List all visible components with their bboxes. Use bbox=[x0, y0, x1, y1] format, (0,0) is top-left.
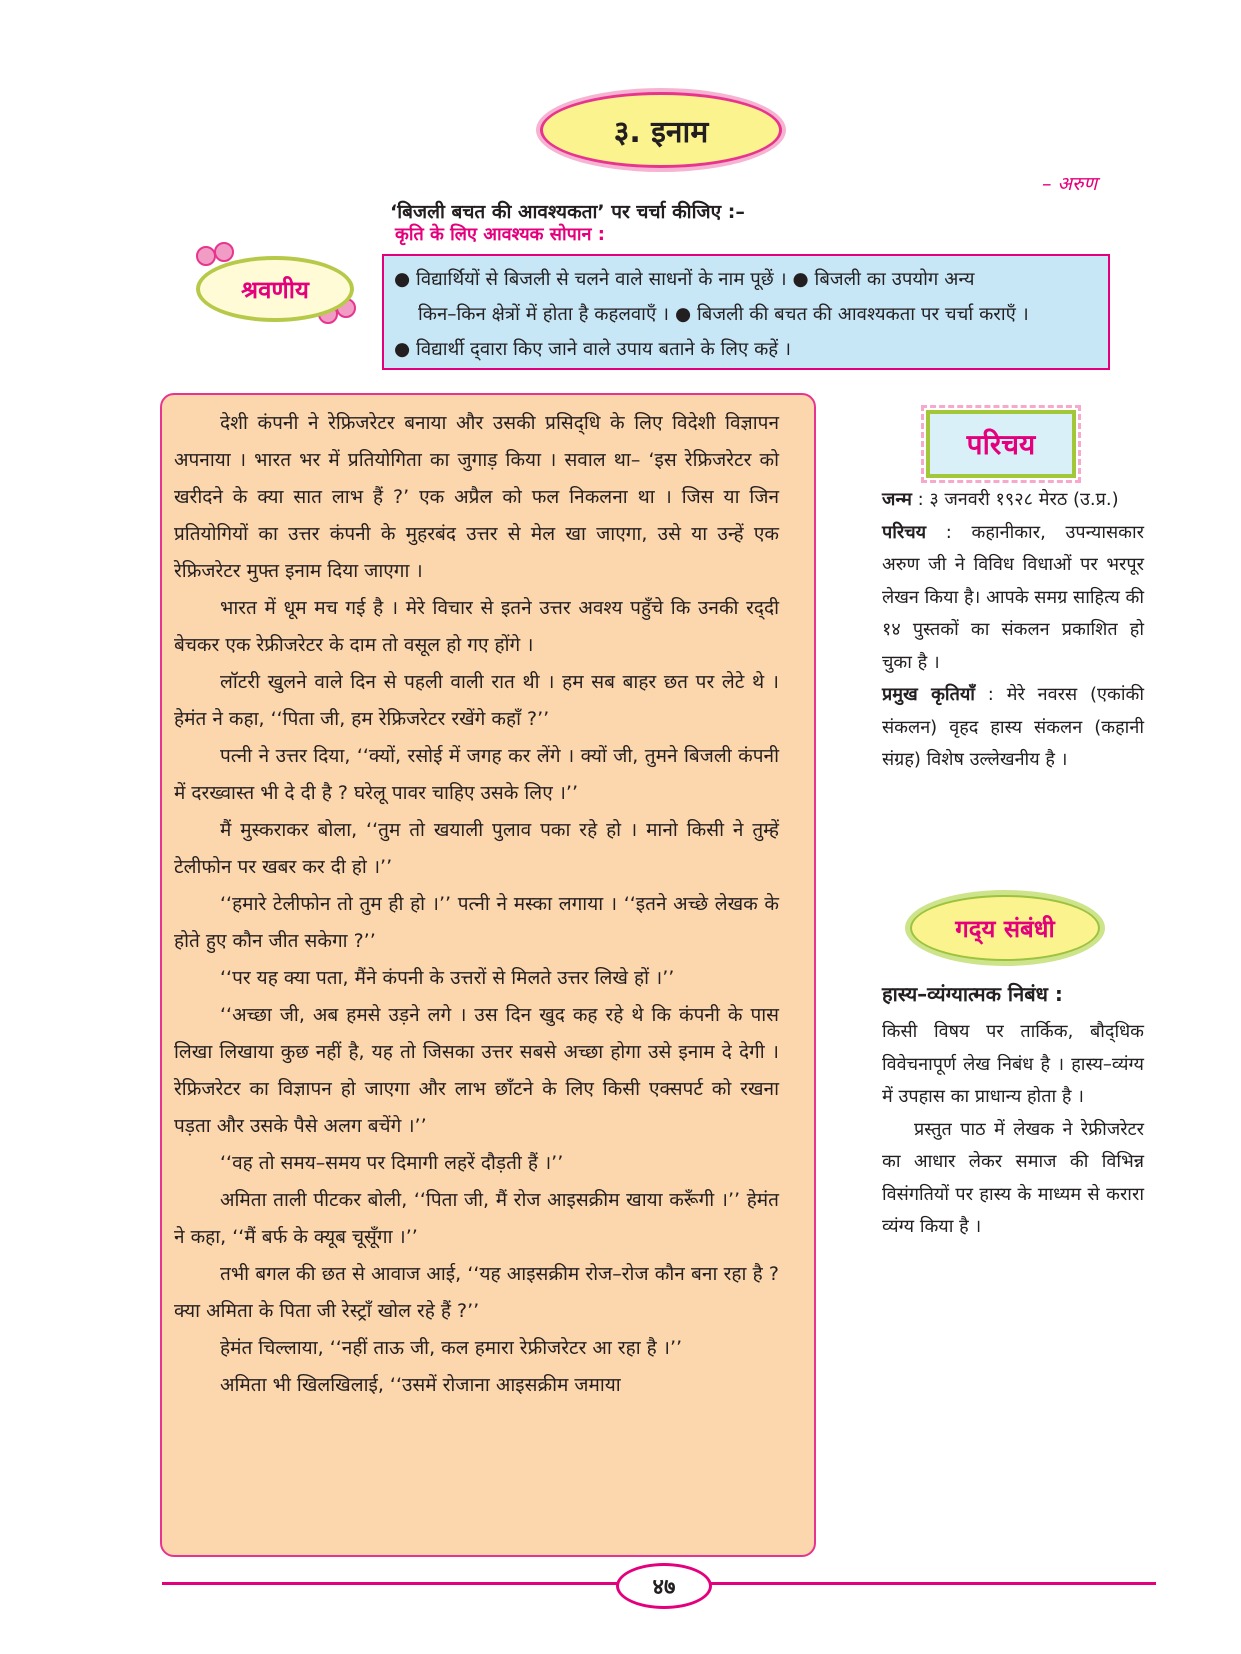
step-line: किन–किन क्षेत्रों में होता है कहलवाएँ । ● बिजली की बचत की आवश्यकता पर चर्चा कराएँ । bbox=[418, 304, 1029, 325]
story-paragraph: ‘‘वह तो समय–समय पर दिमागी लहरें दौड़ती हैं ।’’ bbox=[220, 1152, 564, 1174]
essay-note: प्रस्तुत पाठ में लेखक ने रेफ्रीजरेटर का आधार लेकर समाज की विभिन्न विसंगतियों पर हास्य के माध्यम से करारा व्यंग्य किया है । bbox=[882, 1118, 1144, 1237]
story-paragraph: पत्नी ने उत्तर दिया, ‘‘क्यों, रसोई में जगह कर लेंगे । क्यों जी, तुमने बिजली कंपनी में दरख्वास्त भी दे दी है ? घरेलू पावर चाहिए उसके लिए ।’’ bbox=[174, 745, 779, 804]
intro-text: : कहानीकार, उपन्यासकार अरुण जी ने विविध विधाओं पर भरपूर लेखन किया है। आपके समग्र साहित्य की १४ पुस्तकों का संकलन प्रकाशित हो चुका है । bbox=[882, 521, 1144, 673]
birth-text: : ३ जनवरी १९२८ मेरठ (उ.प्र.) bbox=[911, 489, 1119, 510]
birth-label: जन्म bbox=[882, 489, 912, 510]
story-paragraph: अमिता ताली पीटकर बोली, ‘‘पिता जी, मैं रोज आइसक्रीम खाया करूँगी ।’’ हेमंत ने कहा, ‘‘मैं बर्फ के क्यूब चूसूँगा ।’’ bbox=[174, 1189, 779, 1248]
essay-heading: हास्य–व्यंग्यात्मक निबंध : bbox=[882, 982, 1063, 1006]
story-paragraph: तभी बगल की छत से आवाज आई, ‘‘यह आइसक्रीम रोज–रोज कौन बना रहा है ? क्या अमिता के पिता जी रेस्ट्राँ खोल रहे हैं ?’’ bbox=[174, 1263, 779, 1322]
story-paragraph: हेमंत चिल्लाया, ‘‘नहीं ताऊ जी, कल हमारा रेफ्रीजरेटर आ रहा है ।’’ bbox=[220, 1337, 683, 1359]
chapter-title: ३. इनाम bbox=[540, 92, 782, 168]
discussion-prompt: ‘बिजली बचत की आवश्यकता’ पर चर्चा कीजिए :– bbox=[390, 201, 745, 223]
story-paragraph: ‘‘पर यह क्या पता, मैंने कंपनी के उत्तरों से मिलते उत्तर लिखे हों ।’’ bbox=[220, 967, 675, 989]
essay-notes bbox=[882, 1016, 1144, 1244]
works-label: प्रमुख कृतियाँ bbox=[882, 684, 975, 705]
page-number: ४७ bbox=[616, 1563, 712, 1609]
story-panel bbox=[160, 393, 816, 1557]
story-paragraph: ‘‘अच्छा जी, अब हमसे उड़ने लगे । उस दिन खुद कह रहे थे कि कंपनी के पास लिखा लिखाया कुछ नहीं है, यह तो जिसका उत्तर सबसे अच्छा होगा उसे इनाम दे देगी । रेफ्रिजरेटर का विज्ञापन हो जाएगा और लाभ छाँटने के लिए किसी एक्सपर्ट को रखना पड़ता और उसके पैसे अलग बचेंगे ।’’ bbox=[174, 1004, 779, 1137]
author-name: – अरुण bbox=[1042, 173, 1098, 195]
works-entry bbox=[882, 679, 1144, 777]
intro-entry bbox=[882, 517, 1144, 680]
birth-entry bbox=[882, 484, 1144, 517]
step-line: ● विद्यार्थियों से बिजली से चलने वाले साधनों के नाम पूछें । ● बिजली का उपयोग अन्य bbox=[394, 269, 975, 290]
steps-box bbox=[382, 254, 1110, 370]
steps-label: कृति के लिए आवश्यक सोपान : bbox=[395, 224, 605, 245]
listening-badge: श्रवणीय bbox=[196, 256, 354, 322]
story-paragraph: देशी कंपनी ने रेफ्रिजरेटर बनाया और उसकी प्रसिद्‌धि के लिए विदेशी विज्ञापन अपनाया । भारत भर में प्रतियोगिता का जुगाड़ किया । सवाल था– ‘इस रेफ्रिजरेटर को खरीदने के क्या सात लाभ हैं ?’ एक अप्रैल को फल निकलना था । जिस या जिन प्रतियोगियों का उत्तर कंपनी के मुहरबंद उत्तर से मेल खा जाएगा, उसे या उन्हें एक रेफ्रिजरेटर मुफ्त इनाम दिया जाएगा । bbox=[174, 412, 779, 582]
story-paragraph: ‘‘हमारे टेलीफोन तो तुम ही हो ।’’ पत्नी ने मस्का लगाया । ‘‘इतने अच्छे लेखक के होते हुए कौन जीत सकेगा ?’’ bbox=[174, 893, 779, 952]
intro-label: परिचय bbox=[882, 521, 927, 543]
story-paragraph: मैं मुस्कराकर बोला, ‘‘तुम तो खयाली पुलाव पका रहे हो । मानो किसी ने तुम्हें टेलीफोन पर खबर कर दी हो ।’’ bbox=[174, 819, 779, 878]
essay-definition: किसी विषय पर तार्किक, बौद्‌धिक विवेचनापूर्ण लेख निबंध है । हास्य–व्यंग्य में उपहास का प्राधान्य होता है । bbox=[882, 1021, 1144, 1107]
introduction-badge: परिचय bbox=[926, 410, 1076, 478]
prose-badge: गद्‌य संबंधी bbox=[910, 895, 1100, 961]
story-paragraph: भारत में धूम मच गई है । मेरे विचार से इतने उत्तर अवश्य पहुँचे कि उनकी रद्‌दी बेचकर एक रेफ्रीजरेटर के दाम तो वसूल हो गए होंगे । bbox=[174, 597, 779, 656]
step-line: ● विद्यार्थी द्‌वारा किए जाने वाले उपाय बताने के लिए कहें । bbox=[394, 339, 792, 360]
flower-icon bbox=[196, 246, 216, 266]
story-paragraph: अमिता भी खिलखिलाई, ‘‘उसमें रोजाना आइसक्रीम जमाया bbox=[220, 1374, 621, 1396]
works-text: : मेरे नवरस (एकांकी संकलन) वृहद हास्य संकलन (कहानी संग्रह) विशेष उल्लेखनीय है । bbox=[882, 684, 1144, 770]
flower-icon bbox=[214, 242, 234, 262]
author-bio bbox=[882, 484, 1144, 777]
story-paragraph: लॉटरी खुलने वाले दिन से पहली वाली रात थी । हम सब बाहर छत पर लेटे थे । हेमंत ने कहा, ‘‘पिता जी, हम रेफ्रिजरेटर रखेंगे कहाँ ?’’ bbox=[174, 671, 779, 730]
